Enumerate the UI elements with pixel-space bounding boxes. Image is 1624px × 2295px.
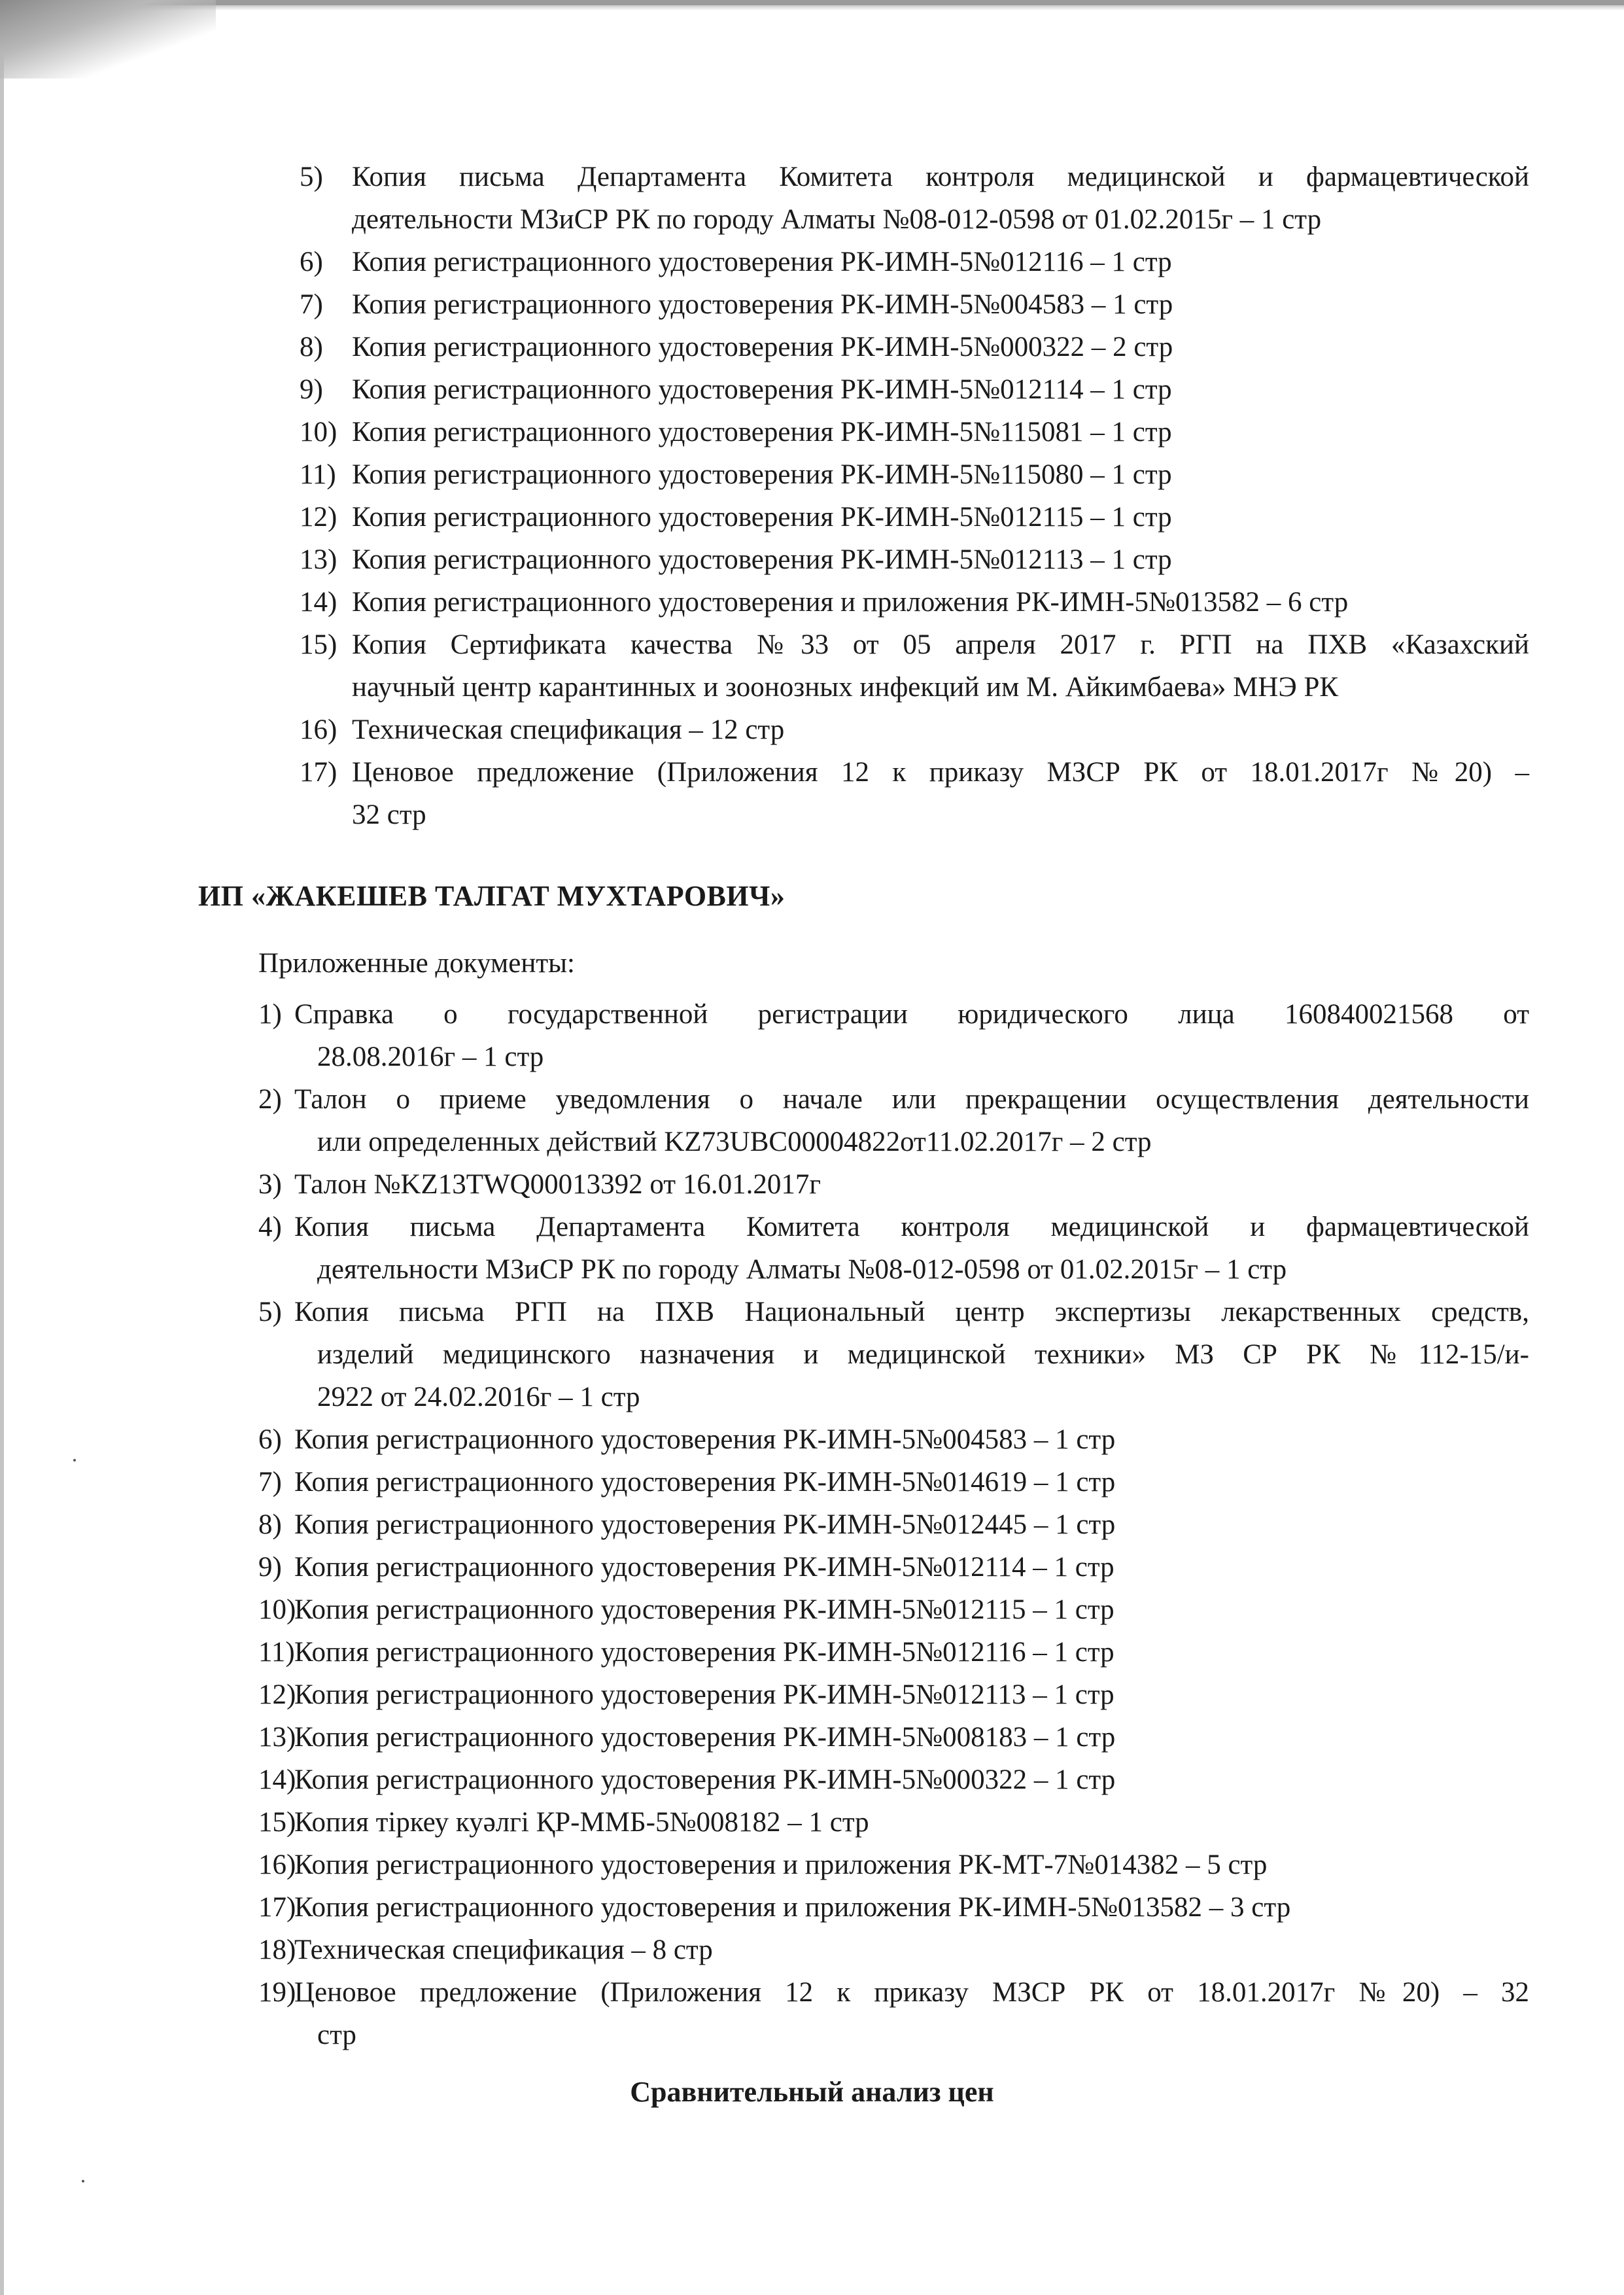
- list-item-number: 7): [300, 289, 323, 320]
- list-item-line: Копия регистрационного удостоверения РК-ИМН-5№115081 – 1 стр: [352, 417, 1172, 447]
- list-item-number: 14): [258, 1764, 296, 1795]
- attached-documents-label: Приложенные документы:: [258, 948, 575, 979]
- list-item: [0, 1206, 1624, 1291]
- list-item-line: Копия регистрационного удостоверения РК-ИМН-5№014619 – 1 стр: [294, 1467, 1116, 1498]
- list-item: [0, 411, 1624, 453]
- list-item-number: 8): [258, 1509, 282, 1540]
- list-item-number: 11): [258, 1637, 295, 1668]
- list-item: [0, 1461, 1624, 1503]
- list-item-line: изделий медицинского назначения и медицинской техники» МЗ СР РК №112-15/и-: [317, 1339, 1529, 1370]
- list-item: [0, 623, 1624, 709]
- list-item-line: Талон №KZ13TWQ00013392 от 16.01.2017г: [294, 1169, 821, 1200]
- list-item-line: Копия письма РГП на ПХВ Национальный центр экспертизы лекарственных средств,: [294, 1297, 1529, 1327]
- list-item-number: 11): [300, 459, 336, 490]
- list-item-number: 4): [258, 1212, 282, 1242]
- list-item-number: 6): [258, 1424, 282, 1455]
- list-item: [0, 453, 1624, 496]
- list-item-number: 12): [258, 1679, 296, 1710]
- list-item-line: Ценовое предложение (Приложения 12 к приказу МЗСР РК от 18.01.2017г №20) –: [352, 757, 1529, 788]
- list-item-number: 13): [300, 544, 337, 575]
- scan-corner-artifact: [0, 0, 216, 79]
- list-item-line: Копия регистрационного удостоверения РК-ИМН-5№012445 – 1 стр: [294, 1509, 1116, 1540]
- list-item-number: 8): [300, 332, 323, 362]
- attachment-list-company: [0, 993, 1624, 2056]
- list-item-line: Копия регистрационного удостоверения РК-ИМН-5№012116 – 1 стр: [352, 247, 1172, 277]
- price-analysis-heading: Сравнительный анализ цен: [630, 2076, 994, 2108]
- list-item-line: Техническая спецификация – 12 стр: [352, 714, 785, 745]
- list-item: [0, 1929, 1624, 1971]
- list-item-number: 2): [258, 1084, 282, 1115]
- list-item-line: Копия регистрационного удостоверения РК-ИМН-5№008183 – 1 стр: [294, 1722, 1116, 1753]
- list-item: [0, 1546, 1624, 1588]
- list-item-line: деятельности МЗиСР РК по городу Алматы №08-012-0598 от 01.02.2015г – 1 стр: [317, 1254, 1287, 1285]
- list-item-number: 10): [300, 417, 337, 447]
- list-item: [0, 1844, 1624, 1886]
- list-item: [0, 1503, 1624, 1546]
- list-item: [0, 1759, 1624, 1801]
- scan-edge-shadow: [0, 5, 1624, 10]
- list-item: [0, 283, 1624, 326]
- list-item-line: Ценовое предложение (Приложения 12 к приказу МЗСР РК от 18.01.2017г №20) – 32: [294, 1977, 1529, 2008]
- list-item: [0, 1886, 1624, 1929]
- list-item-number: 5): [258, 1297, 282, 1327]
- list-item: [0, 326, 1624, 368]
- scan-edge-top: [0, 0, 1624, 5]
- list-item-line: научный центр карантинных и зоонозных инфекций им М. Айкимбаева» МНЭ РК: [352, 672, 1339, 703]
- list-item-number: 13): [258, 1722, 296, 1753]
- list-item-line: Копия регистрационного удостоверения и приложения РК-ИМН-5№013582 – 6 стр: [352, 587, 1349, 618]
- list-item-number: 3): [258, 1169, 282, 1200]
- list-item: [0, 1673, 1624, 1716]
- list-item: [0, 709, 1624, 751]
- list-item-line: Копия регистрационного удостоверения и приложения РК-МТ-7№014382 – 5 стр: [294, 1849, 1268, 1880]
- list-item: [0, 538, 1624, 581]
- list-item-number: 16): [258, 1849, 296, 1880]
- list-item: [0, 496, 1624, 538]
- list-item-line: Копия регистрационного удостоверения РК-ИМН-5№115080 – 1 стр: [352, 459, 1172, 490]
- list-item-number: 9): [258, 1552, 282, 1583]
- list-item-line: Копия регистрационного удостоверения РК-ИМН-5№000322 – 1 стр: [294, 1764, 1116, 1795]
- list-item: [0, 1716, 1624, 1759]
- company-heading: ИП «ЖАКЕШЕВ ТАЛГАТ МУХТАРОВИЧ»: [198, 880, 786, 912]
- list-item-number: 6): [300, 247, 323, 277]
- list-item: [0, 1801, 1624, 1844]
- list-item-line: 2922 от 24.02.2016г – 1 стр: [317, 1382, 640, 1412]
- list-item: [0, 1631, 1624, 1673]
- list-item: [0, 1078, 1624, 1163]
- list-item-number: 9): [300, 374, 323, 405]
- list-item: [0, 1971, 1624, 2056]
- list-item-number: 12): [300, 502, 337, 533]
- list-item-line: Копия письма Департамента Комитета контроля медицинской и фармацевтической: [352, 162, 1529, 192]
- list-item-line: Копия регистрационного удостоверения РК-ИМН-5№012113 – 1 стр: [294, 1679, 1114, 1710]
- list-item-line: Справка о государственной регистрации юридического лица 160840021568 от: [294, 999, 1529, 1030]
- list-item-number: 17): [258, 1892, 296, 1923]
- list-item-line: Техническая спецификация – 8 стр: [294, 1935, 713, 1965]
- list-item-line: Копия регистрационного удостоверения РК-ИМН-5№012113 – 1 стр: [352, 544, 1172, 575]
- list-item: [0, 368, 1624, 411]
- list-item-number: 16): [300, 714, 337, 745]
- list-item-number: 14): [300, 587, 337, 618]
- list-item-number: 1): [258, 999, 282, 1030]
- list-item-line: Копия регистрационного удостоверения РК-ИМН-5№004583 – 1 стр: [294, 1424, 1116, 1455]
- list-item: [0, 1588, 1624, 1631]
- scan-speck: [82, 2180, 84, 2182]
- list-item-number: 19): [258, 1977, 296, 2008]
- list-item-line: 32 стр: [352, 799, 426, 830]
- list-item-line: 28.08.2016г – 1 стр: [317, 1042, 544, 1072]
- list-item-line: или определенных действий KZ73UBC00004822от11.02.2017г – 2 стр: [317, 1127, 1152, 1157]
- scan-speck: [73, 1459, 76, 1462]
- list-item-line: Копия регистрационного удостоверения РК-ИМН-5№012115 – 1 стр: [294, 1594, 1114, 1625]
- list-item-line: Копия регистрационного удостоверения РК-ИМН-5№000322 – 2 стр: [352, 332, 1173, 362]
- list-item: [0, 241, 1624, 283]
- list-item: [0, 1291, 1624, 1418]
- list-item: [0, 156, 1624, 241]
- list-item-number: 15): [300, 629, 337, 660]
- attachment-list-continued: [0, 156, 1624, 836]
- list-item-line: Талон о приеме уведомления о начале или прекращении осуществления деятельности: [294, 1084, 1529, 1115]
- list-item-line: Копия регистрационного удостоверения РК-ИМН-5№012116 – 1 стр: [294, 1637, 1114, 1668]
- list-item: [0, 1163, 1624, 1206]
- list-item-line: Копия регистрационного удостоверения РК-ИМН-5№012114 – 1 стр: [294, 1552, 1114, 1583]
- list-item: [0, 1418, 1624, 1461]
- list-item-line: Копия письма Департамента Комитета контроля медицинской и фармацевтической: [294, 1212, 1529, 1242]
- list-item-number: 7): [258, 1467, 282, 1498]
- list-item-line: Копия регистрационного удостоверения РК-ИМН-5№012114 – 1 стр: [352, 374, 1172, 405]
- list-item-line: Копия Сертификата качества №33 от 05 апреля 2017 г. РГП на ПХВ «Казахский: [352, 629, 1529, 660]
- list-item-line: Копия регистрационного удостоверения РК-ИМН-5№012115 – 1 стр: [352, 502, 1172, 533]
- list-item-line: стр: [317, 2020, 356, 2050]
- list-item: [0, 993, 1624, 1078]
- list-item-number: 18): [258, 1935, 296, 1965]
- list-item-line: Копия тіркеу куәлгі ҚР-ММБ-5№008182 – 1 стр: [294, 1807, 869, 1838]
- list-item-line: Копия регистрационного удостоверения РК-ИМН-5№004583 – 1 стр: [352, 289, 1173, 320]
- list-item-number: 5): [300, 162, 323, 192]
- list-item: [0, 581, 1624, 623]
- list-item-line: Копия регистрационного удостоверения и приложения РК-ИМН-5№013582 – 3 стр: [294, 1892, 1291, 1923]
- list-item-line: деятельности МЗиСР РК по городу Алматы №08-012-0598 от 01.02.2015г – 1 стр: [352, 204, 1322, 235]
- list-item: [0, 751, 1624, 836]
- list-item-number: 15): [258, 1807, 296, 1838]
- list-item-number: 17): [300, 757, 337, 788]
- list-item-number: 10): [258, 1594, 296, 1625]
